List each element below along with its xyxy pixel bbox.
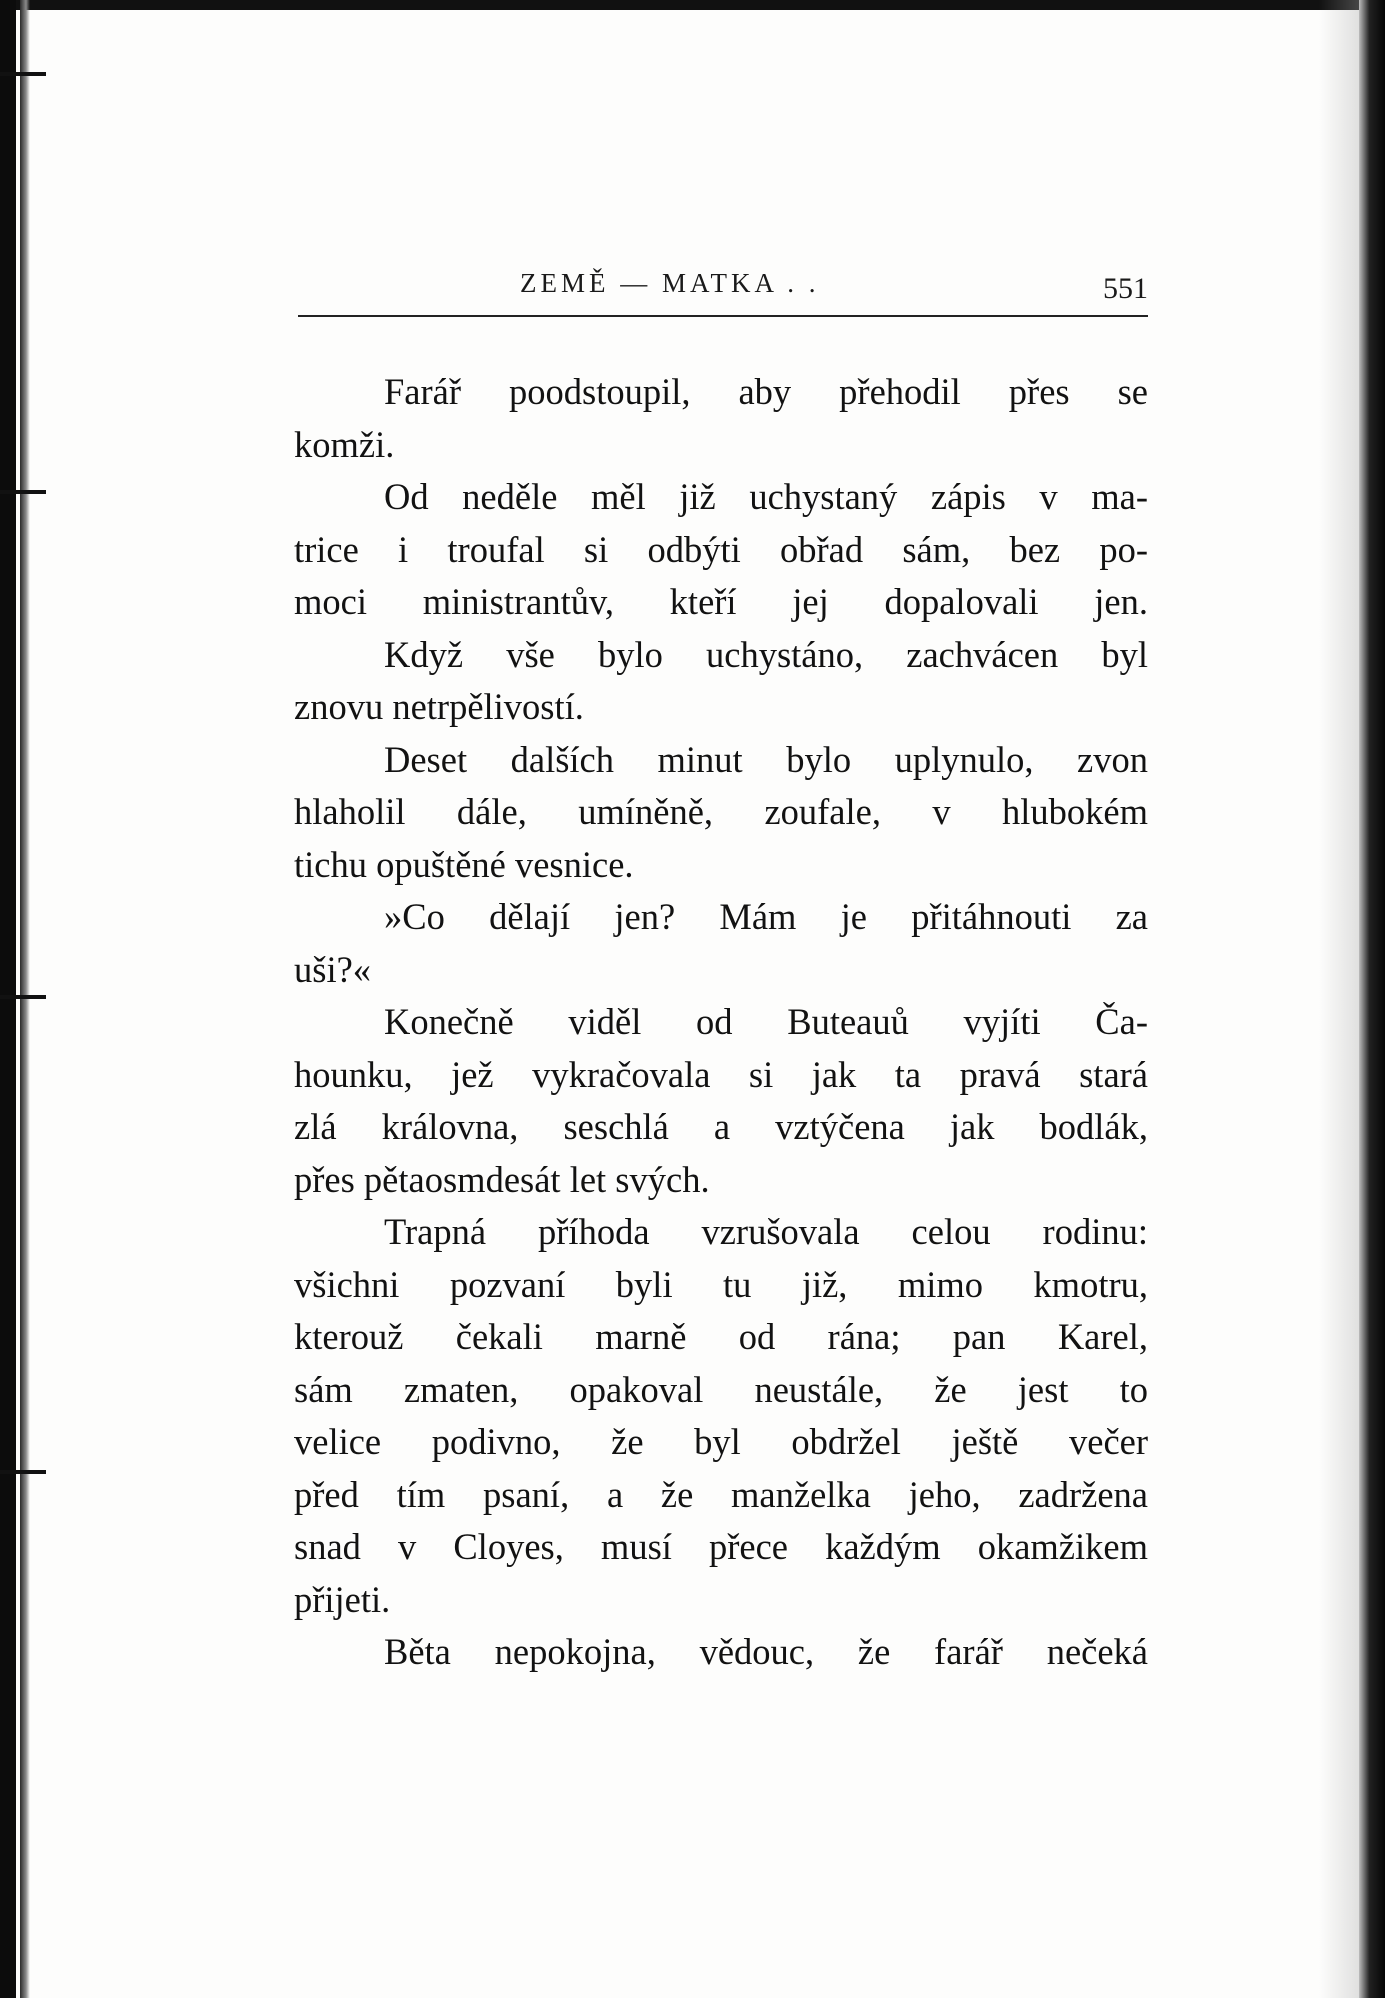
text-line: Trapná příhoda vzrušovala celou rodinu:: [384, 1211, 1148, 1252]
text-line: moci ministrantův, kteří jej dopalovali jen.: [294, 581, 1148, 622]
scan-left-edge: [0, 0, 16, 1998]
text-line: snad v Cloyes, musí přece každým okamžikem: [294, 1526, 1148, 1567]
text-line: Když vše bylo uchystáno, zachvácen byl: [384, 633, 1148, 675]
text-line: »Co dělají jen? Mám je přitáhnouti za: [384, 896, 1148, 937]
text-line: trice i troufal si odbýti obřad sám, bez po-: [294, 528, 1148, 570]
text-line: všichni pozvaní byli tu již, mimo kmotru,: [294, 1263, 1148, 1305]
text-line: komži.: [294, 423, 395, 465]
text-line: velice podivno, že byl obdržel ještě večer: [294, 1421, 1148, 1462]
scan-edge-mark: [0, 72, 46, 76]
scan-top-edge: [0, 0, 1385, 10]
body-text: [294, 366, 1148, 1679]
text-line: před tím psaní, a že manželka jeho, zadržena: [294, 1473, 1148, 1515]
text-line: hlaholil dále, umíněně, zoufale, v hlubokém: [294, 791, 1148, 832]
page-header: [298, 268, 1148, 318]
text-line: zlá královna, seschlá a vztýčena jak bodlák,: [294, 1106, 1148, 1147]
text-line: uši?«: [294, 948, 372, 990]
text-line: přes pětaosmdesát let svých.: [294, 1158, 710, 1200]
text-line: Běta nepokojna, vědouc, že farář nečeká: [384, 1631, 1148, 1672]
text-line: znovu netrpělivostí.: [294, 686, 584, 727]
text-line: Farář poodstoupil, aby přehodil přes se: [384, 371, 1148, 412]
text-line: Konečně viděl od Buteauů vyjíti Ča-: [384, 1001, 1148, 1042]
text-line: Deset dalších minut bylo uplynulo, zvon: [384, 738, 1148, 780]
text-line: kterouž čekali marně od rána; pan Karel,: [294, 1316, 1148, 1357]
scan-edge-mark: [0, 1470, 46, 1474]
scan-right-edge: [1359, 0, 1385, 1998]
text-line: přijeti.: [294, 1578, 391, 1620]
page-number: 551: [1103, 272, 1148, 305]
text-line: tichu opuštěné vesnice.: [294, 843, 634, 885]
text-line: hounku, jež vykračovala si jak ta pravá stará: [294, 1053, 1148, 1095]
header-rule: [298, 315, 1148, 317]
text-line: sám zmaten, opakoval neustále, že jest to: [294, 1368, 1148, 1410]
scan-left-shading: [20, 0, 30, 1998]
text-line: Od neděle měl již uchystaný zápis v ma-: [384, 476, 1148, 517]
running-title: ZEMĚ — MATKA . .: [520, 268, 820, 298]
scan-right-shading: [1319, 0, 1359, 1998]
scan-edge-mark: [0, 490, 46, 494]
scan-edge-mark: [0, 995, 46, 999]
